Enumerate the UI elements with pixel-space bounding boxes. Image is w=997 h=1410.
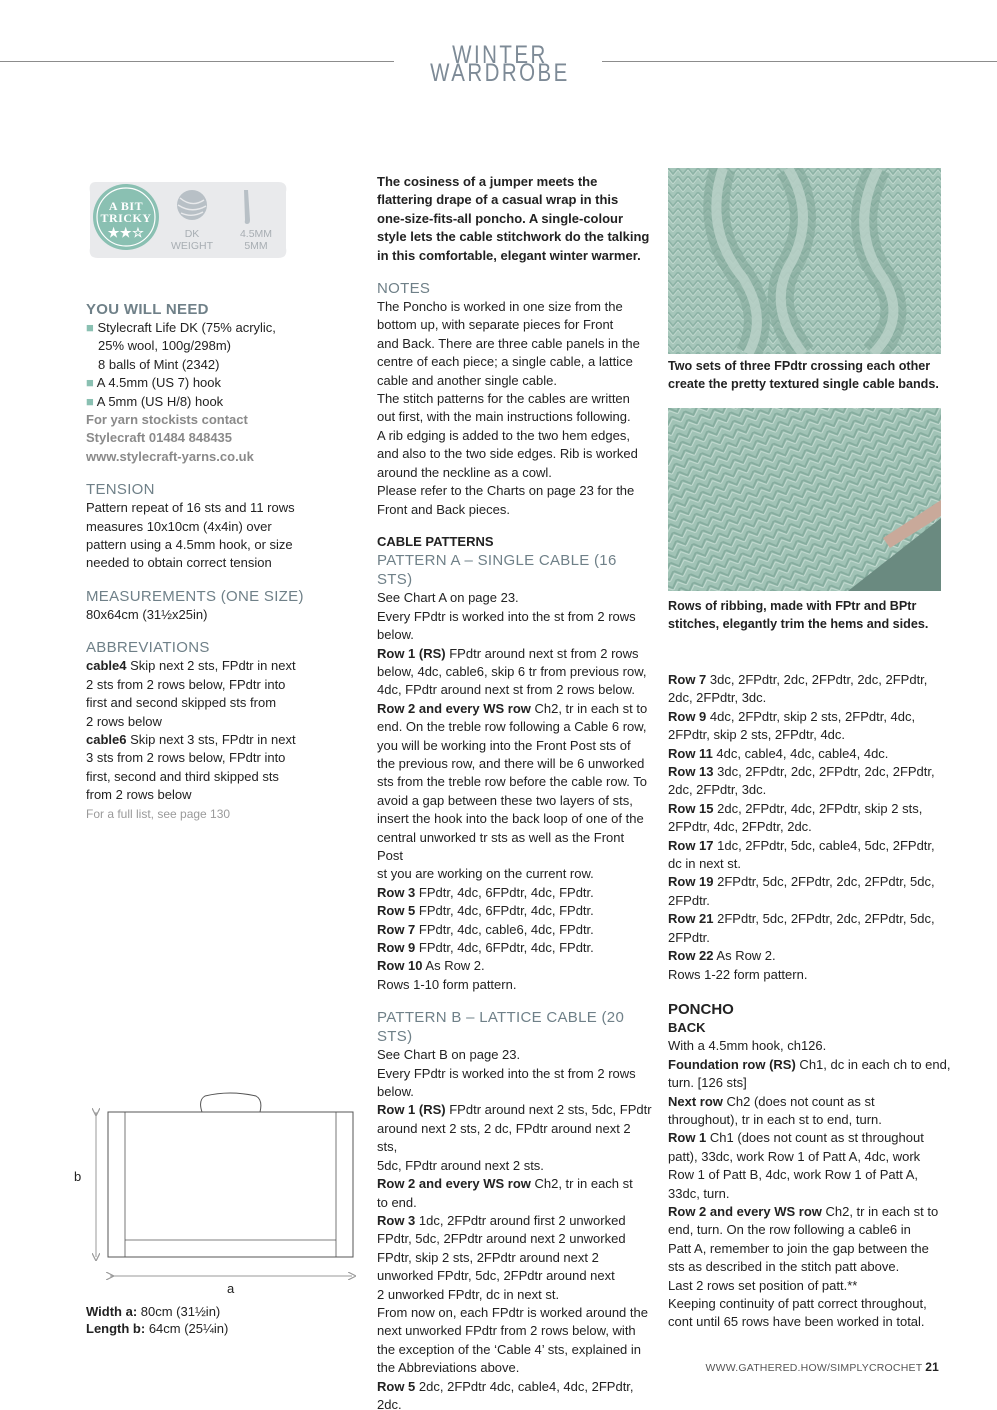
pattern-b-line: Row 2 and every WS row Ch2, tr in each st [377,1176,633,1192]
dimensions [86,1303,356,1337]
hook-line1: 4.5MM [239,228,273,240]
pattern-a-line: Row 7 FPdtr, 4dc, cable6, 4dc, FPdtr. [377,921,594,937]
notes-line: around the neckline as a cowl. [377,464,552,480]
back-line: Next row Ch2 (does not count as st [668,1093,875,1109]
pattern-b-line: next unworked FPdtr from 2 rows below, with [377,1323,636,1339]
pattern-b-line: From now on, each FPdtr is worked around the [377,1304,648,1320]
pattern-b-line: Row 1 (RS) FPdtr around next 2 sts, 5dc, FPdtr [377,1102,652,1118]
pattern-b-row-line: 2dc, 2FPdtr, 3dc. [668,782,767,798]
column-middle [377,173,652,1410]
tension-line: Pattern repeat of 16 sts and 11 rows [86,500,295,516]
need-item: 8 balls of Mint (2342) [98,356,220,372]
column-left [86,300,356,823]
difficulty-badge [86,170,290,270]
ribbing-photo-caption: Rows of ribbing, made with FPtr and BPtr stitches, elegantly trim the hems and sides. [668,599,929,632]
back-line: turn. [126 sts] [668,1075,747,1091]
pattern-a-line: Every FPdtr is worked into the st from 2 rows [377,608,636,624]
stockist-website[interactable]: www.stylecraft-yarns.co.uk [86,448,254,464]
pattern-b-row-line: Rows 1-22 form pattern. [668,966,808,982]
width-dimension: Width a: 80cm (31½in) [86,1304,221,1319]
need-item: 25% wool, 100g/298m) [98,338,231,354]
back-line: throughout), tr in each st to end, turn. [668,1111,882,1127]
measurements-heading: MEASUREMENTS (ONE SIZE) [86,587,304,605]
pattern-a-line: sts from the treble row before the cable row. To [377,774,648,790]
weight-line1: DK [184,228,200,240]
pattern-a-line: 4dc, FPdtr around next st from 2 rows below. [377,682,635,698]
length-dimension: Length b: 64cm (25¼in) [86,1321,229,1336]
footer-url[interactable]: WWW.GATHERED.HOW/SIMPLYCROCHET [705,1362,923,1374]
pattern-b-row-line: dc in next st. [668,856,741,872]
pattern-b-line: below. [377,1084,414,1100]
cable-patterns-heading: CABLE PATTERNS [377,533,494,549]
stockist-line: For yarn stockists contact [86,412,248,428]
back-line: Row 1 of Patt B, 4dc, work Row 1 of Patt A, [668,1167,919,1183]
pattern-a-line: Row 2 and every WS row Ch2, tr in each st to [377,700,648,716]
pattern-b-line: Row 3 1dc, 2FPdtr around first 2 unworked [377,1212,626,1228]
notes-line: The Poncho is worked in one size from the [377,299,623,315]
section-title: WINTER WARDROBE [430,41,570,88]
header-rule-right [602,61,997,62]
pattern-a-line: Row 10 As Row 2. [377,958,485,974]
pattern-b-line: the exception of the ‘Cable 4’ sts, explained in [377,1341,642,1357]
abbr-line: first and second skipped sts from [86,695,277,711]
abbr-line: 2 sts from 2 rows below, FPdtr into [86,676,286,692]
poncho-diagram [70,1090,360,1300]
pattern-b-line: Row 5 2dc, 2FPdtr 4dc, cable4, 4dc, 2FPdtr, 2dc. [377,1378,634,1410]
pattern-a-line: Row 9 FPdtr, 4dc, 6FPdtr, 4dc, FPdtr. [377,940,594,956]
tension-line: pattern using a 4.5mm hook, or size [86,537,293,553]
pattern-b-line: to end. [377,1194,417,1210]
back-line: Row 2 and every WS row Ch2, tr in each st to [668,1203,939,1219]
notes-line: and Back. There are three cable panels in the [377,335,640,351]
pattern-a-line: below. [377,627,414,643]
star-rating: ★★☆ [107,225,145,240]
back-line: Patt A, remember to join the gap between the [668,1240,929,1256]
pattern-b-row-line: 2FPdtr, skip 2 sts, 2FPdtr, 4dc. [668,727,846,743]
back-line: Row 1 Ch1 (does not count as st throughout [668,1130,924,1146]
back-line: Keeping continuity of patt correct throughout, [668,1296,927,1311]
back-line: sts as described in the stitch patt above. [668,1259,900,1275]
notes-line: Please refer to the Charts on page 23 for the [377,483,635,499]
pattern-b-line: 5dc, FPdtr around next 2 sts. [377,1157,544,1173]
pattern-b-line: Every FPdtr is worked into the st from 2 rows [377,1065,636,1081]
pattern-b-line: See Chart B on page 23. [377,1047,521,1063]
pattern-a-line: avoid a gap between these two layers of sts, [377,792,633,808]
pattern-b-line: FPdtr, 5dc, 2FPdtr around next 2 unworked [377,1231,626,1247]
pattern-a-line: you will be working into the Front Post sts of [377,737,631,753]
pattern-b-heading: PATTERN B – LATTICE CABLE (20 STS) [377,1009,625,1046]
pattern-b-line: FPdtr, skip 2 sts, 2FPdtr around next 2 [377,1249,599,1265]
back-line: patt), 33dc, work Row 1 of Patt A, 4dc, work [668,1148,921,1164]
abbr-line: 2 rows below [86,713,162,729]
pattern-a-line: Row 5 FPdtr, 4dc, 6FPdtr, 4dc, FPdtr. [377,903,594,919]
pattern-a-line: Row 1 (RS) FPdtr around next st from 2 rows [377,645,639,661]
back-line: cont until 65 rows have been worked in total. [668,1314,925,1330]
notes-line: and also to the two side edges. Rib is worked [377,446,638,462]
pattern-b-line: unworked FPdtr, 5dc, 2FPdtr around next [377,1268,615,1284]
pattern-b-text [377,1046,652,1410]
notes-line: bottom up, with separate pieces for Front [377,317,614,333]
pattern-a-line: central unworked tr sts as well as the Front Post [377,829,625,863]
level-line1: A BIT [108,199,144,213]
pattern-b-rows-cont [668,671,953,984]
footer [706,1358,939,1377]
pattern-a-line: Rows 1-10 form pattern. [377,976,517,992]
pattern-a-text [377,589,652,994]
pattern-b-row-line: Row 13 3dc, 2FPdtr, 2dc, 2FPdtr, 2dc, 2FPdtr, [668,764,935,780]
back-heading: BACK [668,1019,706,1035]
back-line: Last 2 rows set position of patt.** [668,1277,858,1293]
notes-heading: NOTES [377,280,431,298]
pattern-a-line: the previous row, and there will be 6 unworked [377,755,645,771]
pattern-b-row-line: 2dc, 2FPdtr, 3dc. [668,690,767,706]
pattern-b-row-line: Row 22 As Row 2. [668,948,776,964]
pattern-a-line: See Chart A on page 23. [377,590,519,606]
need-item: ■ A 5mm (US H/8) hook [86,393,224,409]
notes-line: The stitch patterns for the cables are written [377,391,630,407]
measurements-value: 80x64cm (31½x25in) [86,606,208,622]
you-will-need-heading: YOU WILL NEED [86,301,209,318]
stockist-phone: Stylecraft 01484 848435 [86,430,233,446]
ribbing-photo [668,408,941,591]
pattern-b-row-line: Row 7 3dc, 2FPdtr, 2dc, 2FPdtr, 2dc, 2FPdtr, [668,672,928,687]
poncho-heading: PONCHO [668,1000,734,1018]
back-line: Foundation row (RS) Ch1, dc in each ch to end, [668,1056,951,1072]
pattern-b-line: around next 2 sts, 2 dc, FPdtr around next 2 sts, [377,1120,631,1155]
cable-photo [668,168,941,354]
notes-text [377,298,652,519]
pattern-a-line: end. On the treble row following a Cable 6 row, [377,719,647,735]
pattern-b-row-line: Row 19 2FPdtr, 5dc, 2FPdtr, 2dc, 2FPdtr, 5dc, [668,874,935,890]
abbr-line: 3 sts from 2 rows below, FPdtr into [86,750,286,766]
back-instructions [668,1037,953,1332]
page-number: 21 [925,1360,939,1374]
tension-heading: TENSION [86,481,155,499]
diagram-label-b: b [74,1169,82,1184]
abbreviations-heading: ABBREVIATIONS [86,639,210,657]
pattern-a-heading: PATTERN A – SINGLE CABLE (16 STS) [377,552,617,589]
cable-photo-caption: Two sets of three FPdtr crossing each other create the pretty textured single cable bands. [668,359,939,392]
abbr-cable4: cable4 Skip next 2 sts, FPdtr in next [86,658,296,674]
notes-line: A rib edging is added to the two hem edges, [377,427,630,443]
weight-line2: WEIGHT [171,240,213,252]
pattern-b-row-line: 2FPdtr. [668,892,710,908]
tension-line: measures 10x10cm (4x4in) over [86,518,272,534]
back-line: 33dc, turn. [668,1185,730,1201]
header-rule-left [0,61,394,62]
pattern-b-row-line: Row 17 1dc, 2FPdtr, 5dc, cable4, 5dc, 2FPdtr, [668,837,935,853]
intro-text: The cosiness of a jumper meets the flattering drape of a casual wrap in this one-size-fits-all poncho. A single-colour style lets the cable stitchwork do the talking in this comfortable, elegant winter warmer. [377,174,650,263]
notes-line: out first, with the main instructions following. [377,409,631,425]
need-item: ■ Stylecraft Life DK (75% acrylic, [86,320,276,335]
pattern-b-row-line: 2FPdtr, 4dc, 2FPdtr, 2dc. [668,819,812,835]
abbr-line: from 2 rows below [86,787,192,803]
full-list-note: For a full list, see page 130 [86,806,231,821]
pattern-b-line: 2 unworked FPdtr, dc in next st. [377,1286,560,1302]
pattern-a-line: st you are working on the current row. [377,866,594,882]
pattern-a-line: below, 4dc, cable6, skip 6 tr from previous row, [377,663,647,679]
pattern-b-row-line: 2FPdtr. [668,929,710,945]
abbr-cable6: cable6 Skip next 3 sts, FPdtr in next [86,731,296,747]
pattern-b-row-line: Row 15 2dc, 2FPdtr, 4dc, 2FPdtr, skip 2 sts, [668,800,923,816]
level-line2: TRICKY [100,211,152,225]
pattern-b-row-line: Row 11 4dc, cable4, 4dc, cable4, 4dc. [668,745,889,761]
back-line: end, turn. On the row following a cable6 in [668,1222,911,1238]
pattern-b-row-line: Row 9 4dc, 2FPdtr, skip 2 sts, 2FPdtr, 4dc, [668,708,916,724]
notes-line: centre of each piece; a single cable, a lattice [377,354,633,370]
abbr-line: first, second and third skipped sts [86,768,279,784]
diagram-label-a: a [227,1281,235,1296]
back-line: With a 4.5mm hook, ch126. [668,1038,827,1054]
notes-line: Front and Back pieces. [377,501,510,517]
need-item: ■ A 4.5mm (US 7) hook [86,375,222,391]
hook-line2: 5MM [244,240,268,252]
pattern-b-row-line: Row 21 2FPdtr, 5dc, 2FPdtr, 2dc, 2FPdtr, 5dc, [668,911,935,927]
pattern-b-line: the Abbreviations above. [377,1360,520,1376]
notes-line: cable and another single cable. [377,372,557,388]
pattern-a-line: insert the hook into the back loop of one of the [377,811,644,827]
column-right [668,671,953,1332]
tension-line: needed to obtain correct tension [86,555,272,571]
pattern-a-line: Row 3 FPdtr, 4dc, 6FPdtr, 4dc, FPdtr. [377,884,594,900]
